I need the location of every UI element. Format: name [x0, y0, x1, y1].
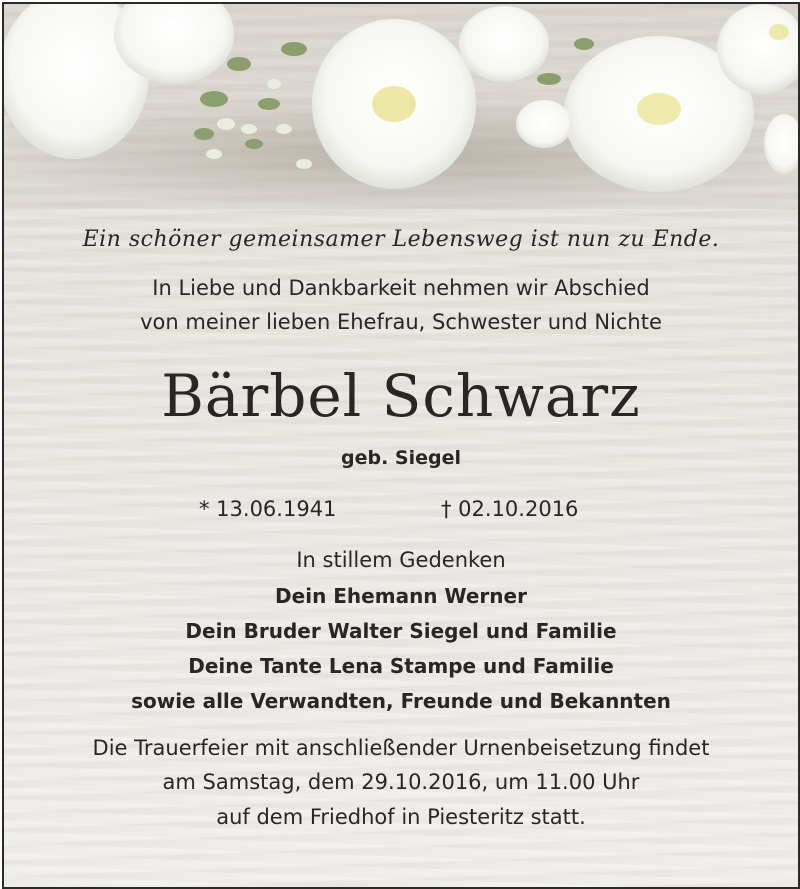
mourner-line: Deine Tante Lena Stampe und Familie: [188, 654, 614, 678]
maiden-name: geb. Siegel: [340, 447, 461, 469]
mourner-line: sowie alle Verwandten, Freunde und Bekannten: [131, 689, 671, 713]
birth-date: * 13.06.1941: [199, 497, 337, 521]
life-dates: [4, 497, 798, 525]
memorial-intro: In stillem Gedenken: [296, 548, 506, 572]
white-tulips-photo: [4, 4, 798, 209]
funeral-line-3: auf dem Friedhof in Piesteritz statt.: [216, 805, 586, 829]
farewell-line-2: von meiner lieben Ehefrau, Schwester und Nichte: [140, 310, 662, 334]
mourner-line: Dein Bruder Walter Siegel und Familie: [185, 619, 617, 643]
intro-line: Ein schöner gemeinsamer Lebensweg ist nun zu Ende.: [82, 227, 720, 252]
death-date: † 02.10.2016: [441, 497, 579, 521]
funeral-line-1: Die Trauerfeier mit anschließender Urnenbeisetzung findet: [92, 736, 710, 760]
obituary-card: [2, 2, 800, 889]
farewell-line-1: In Liebe und Dankbarkeit nehmen wir Abschied: [152, 276, 650, 300]
funeral-line-2: am Samstag, dem 29.10.2016, um 11.00 Uhr: [162, 770, 640, 794]
mourner-line: Dein Ehemann Werner: [275, 584, 527, 608]
deceased-name: Bärbel Schwarz: [161, 362, 641, 430]
